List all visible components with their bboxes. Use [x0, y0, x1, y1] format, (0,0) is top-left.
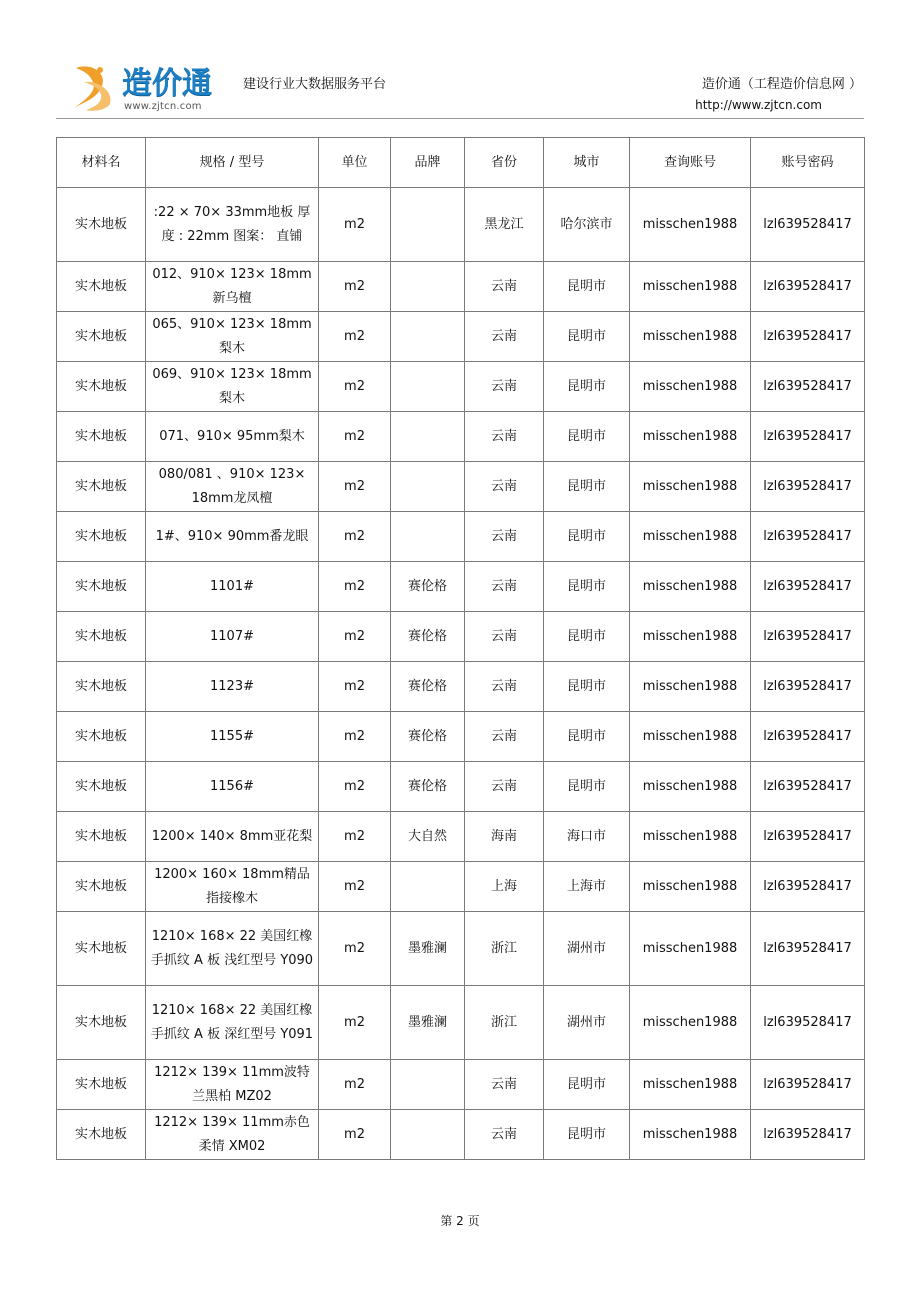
cell-city: 昆明市	[544, 512, 630, 562]
cell-password: lzl639528417	[751, 812, 865, 862]
table-row	[57, 1060, 865, 1110]
cell-brand	[391, 262, 465, 312]
cell-province: 云南	[465, 1060, 544, 1110]
cell-password: lzl639528417	[751, 562, 865, 612]
cell-account: misschen1988	[630, 312, 751, 362]
cell-account: misschen1988	[630, 986, 751, 1060]
cell-password: lzl639528417	[751, 862, 865, 912]
cell-unit: m2	[319, 462, 391, 512]
cell-city: 昆明市	[544, 262, 630, 312]
cell-password: lzl639528417	[751, 412, 865, 462]
page-header	[56, 56, 864, 118]
cell-city: 昆明市	[544, 462, 630, 512]
cell-city: 湖州市	[544, 912, 630, 986]
table-row	[57, 862, 865, 912]
cell-city: 昆明市	[544, 412, 630, 462]
table-row	[57, 1110, 865, 1160]
cell-password: lzl639528417	[751, 262, 865, 312]
cell-province: 云南	[465, 1110, 544, 1160]
cell-password: lzl639528417	[751, 712, 865, 762]
cell-brand	[391, 862, 465, 912]
cell-password: lzl639528417	[751, 912, 865, 986]
cell-province: 海南	[465, 812, 544, 862]
cell-password: lzl639528417	[751, 188, 865, 262]
cell-province: 云南	[465, 312, 544, 362]
table-row	[57, 762, 865, 812]
cell-account: misschen1988	[630, 662, 751, 712]
cell-material: 实木地板	[57, 612, 146, 662]
cell-brand	[391, 462, 465, 512]
cell-spec: 065、910× 123× 18mm梨木	[146, 312, 319, 362]
cell-unit: m2	[319, 1060, 391, 1110]
cell-spec: 012、910× 123× 18mm新乌檀	[146, 262, 319, 312]
cell-province: 上海	[465, 862, 544, 912]
materials-table	[56, 137, 865, 1160]
cell-city: 湖州市	[544, 986, 630, 1060]
cell-city: 昆明市	[544, 662, 630, 712]
cell-account: misschen1988	[630, 412, 751, 462]
cell-unit: m2	[319, 986, 391, 1060]
cell-city: 昆明市	[544, 612, 630, 662]
cell-account: misschen1988	[630, 912, 751, 986]
table-row	[57, 612, 865, 662]
cell-city: 昆明市	[544, 562, 630, 612]
cell-password: lzl639528417	[751, 462, 865, 512]
cell-unit: m2	[319, 762, 391, 812]
cell-brand	[391, 412, 465, 462]
cell-password: lzl639528417	[751, 362, 865, 412]
cell-spec: :22 × 70× 33mm地板 厚度 : 22mm 图案： 直铺	[146, 188, 319, 262]
cell-unit: m2	[319, 712, 391, 762]
cell-brand: 赛伦格	[391, 662, 465, 712]
cell-brand	[391, 1060, 465, 1110]
table-row	[57, 262, 865, 312]
cell-unit: m2	[319, 812, 391, 862]
cell-city: 上海市	[544, 862, 630, 912]
cell-unit: m2	[319, 262, 391, 312]
cell-password: lzl639528417	[751, 1110, 865, 1160]
cell-brand: 大自然	[391, 812, 465, 862]
table-row	[57, 412, 865, 462]
table-row	[57, 812, 865, 862]
cell-password: lzl639528417	[751, 312, 865, 362]
cell-material: 实木地板	[57, 812, 146, 862]
table-row	[57, 188, 865, 262]
cell-account: misschen1988	[630, 512, 751, 562]
cell-account: misschen1988	[630, 562, 751, 612]
cell-account: misschen1988	[630, 462, 751, 512]
cell-spec: 1212× 139× 11mm波特兰黑柏 MZ02	[146, 1060, 319, 1110]
cell-city: 昆明市	[544, 712, 630, 762]
cell-material: 实木地板	[57, 312, 146, 362]
cell-province: 云南	[465, 262, 544, 312]
cell-material: 实木地板	[57, 712, 146, 762]
logo[interactable]	[70, 60, 230, 116]
cell-province: 云南	[465, 762, 544, 812]
cell-city: 昆明市	[544, 1110, 630, 1160]
cell-account: misschen1988	[630, 1110, 751, 1160]
cell-province: 黑龙江	[465, 188, 544, 262]
cell-account: misschen1988	[630, 188, 751, 262]
cell-spec: 069、910× 123× 18mm梨木	[146, 362, 319, 412]
cell-brand: 墨雅澜	[391, 912, 465, 986]
cell-account: misschen1988	[630, 1060, 751, 1110]
cell-spec: 1107#	[146, 612, 319, 662]
cell-password: lzl639528417	[751, 512, 865, 562]
table-row	[57, 362, 865, 412]
cell-city: 昆明市	[544, 362, 630, 412]
cell-brand	[391, 1110, 465, 1160]
cell-account: misschen1988	[630, 762, 751, 812]
cell-unit: m2	[319, 512, 391, 562]
cell-brand: 墨雅澜	[391, 986, 465, 1060]
cell-material: 实木地板	[57, 986, 146, 1060]
cell-material: 实木地板	[57, 362, 146, 412]
cell-city: 海口市	[544, 812, 630, 862]
cell-spec: 1210× 168× 22 美国红橡手抓纹 A 板 深红型号 Y091	[146, 986, 319, 1060]
header-divider	[56, 118, 864, 119]
logo-text: 造价通	[122, 66, 212, 101]
table-row	[57, 912, 865, 986]
cell-spec: 1123#	[146, 662, 319, 712]
cell-brand: 赛伦格	[391, 562, 465, 612]
cell-unit: m2	[319, 1110, 391, 1160]
cell-province: 云南	[465, 512, 544, 562]
cell-password: lzl639528417	[751, 1060, 865, 1110]
cell-spec: 1212× 139× 11mm赤色柔情 XM02	[146, 1110, 319, 1160]
cell-brand	[391, 312, 465, 362]
cell-province: 云南	[465, 712, 544, 762]
zjtcn-logo-icon	[70, 60, 118, 112]
cell-brand	[391, 512, 465, 562]
cell-city: 昆明市	[544, 762, 630, 812]
cell-account: misschen1988	[630, 862, 751, 912]
cell-unit: m2	[319, 362, 391, 412]
column-header-password: 账号密码	[751, 138, 865, 188]
cell-spec: 1200× 160× 18mm精品指接橡木	[146, 862, 319, 912]
cell-password: lzl639528417	[751, 662, 865, 712]
site-name: 造价通（工程造价信息网 ）	[701, 77, 862, 92]
cell-material: 实木地板	[57, 662, 146, 712]
cell-account: misschen1988	[630, 812, 751, 862]
cell-brand: 赛伦格	[391, 612, 465, 662]
table-row	[57, 512, 865, 562]
cell-material: 实木地板	[57, 912, 146, 986]
cell-password: lzl639528417	[751, 986, 865, 1060]
cell-material: 实木地板	[57, 412, 146, 462]
column-header-city: 城市	[544, 138, 630, 188]
column-header-unit: 单位	[319, 138, 391, 188]
table-row	[57, 662, 865, 712]
cell-material: 实木地板	[57, 1110, 146, 1160]
cell-city: 昆明市	[544, 312, 630, 362]
logo-url: www.zjtcn.com	[124, 101, 202, 112]
cell-province: 云南	[465, 612, 544, 662]
cell-material: 实木地板	[57, 762, 146, 812]
cell-unit: m2	[319, 562, 391, 612]
cell-unit: m2	[319, 862, 391, 912]
table-row	[57, 562, 865, 612]
cell-material: 实木地板	[57, 862, 146, 912]
page-number: 第 2 页	[440, 1214, 480, 1228]
cell-unit: m2	[319, 912, 391, 986]
cell-account: misschen1988	[630, 712, 751, 762]
cell-brand: 赛伦格	[391, 712, 465, 762]
cell-material: 实木地板	[57, 562, 146, 612]
cell-password: lzl639528417	[751, 762, 865, 812]
cell-province: 浙江	[465, 912, 544, 986]
site-url-link[interactable]: http://www.zjtcn.com	[695, 98, 822, 112]
cell-province: 浙江	[465, 986, 544, 1060]
cell-brand: 赛伦格	[391, 762, 465, 812]
table-header-row	[57, 138, 865, 188]
cell-material: 实木地板	[57, 262, 146, 312]
cell-spec: 080/081 、910× 123× 18mm龙凤檀	[146, 462, 319, 512]
cell-password: lzl639528417	[751, 612, 865, 662]
cell-province: 云南	[465, 462, 544, 512]
cell-account: misschen1988	[630, 362, 751, 412]
cell-province: 云南	[465, 562, 544, 612]
cell-unit: m2	[319, 188, 391, 262]
cell-material: 实木地板	[57, 512, 146, 562]
column-header-brand: 品牌	[391, 138, 465, 188]
table-row	[57, 712, 865, 762]
cell-spec: 1155#	[146, 712, 319, 762]
table-row	[57, 312, 865, 362]
cell-spec: 1200× 140× 8mm亚花梨	[146, 812, 319, 862]
tagline: 建设行业大数据服务平台	[243, 77, 387, 92]
column-header-account: 查询账号	[630, 138, 751, 188]
cell-province: 云南	[465, 662, 544, 712]
table-row	[57, 462, 865, 512]
cell-province: 云南	[465, 362, 544, 412]
cell-material: 实木地板	[57, 188, 146, 262]
cell-unit: m2	[319, 612, 391, 662]
cell-city: 昆明市	[544, 1060, 630, 1110]
cell-brand	[391, 362, 465, 412]
cell-account: misschen1988	[630, 262, 751, 312]
cell-brand	[391, 188, 465, 262]
cell-city: 哈尔滨市	[544, 188, 630, 262]
cell-spec: 1#、910× 90mm番龙眼	[146, 512, 319, 562]
column-header-spec: 规格 / 型号	[146, 138, 319, 188]
column-header-province: 省份	[465, 138, 544, 188]
cell-account: misschen1988	[630, 612, 751, 662]
cell-unit: m2	[319, 662, 391, 712]
cell-spec: 071、910× 95mm梨木	[146, 412, 319, 462]
cell-material: 实木地板	[57, 462, 146, 512]
column-header-material: 材料名	[57, 138, 146, 188]
cell-province: 云南	[465, 412, 544, 462]
cell-unit: m2	[319, 312, 391, 362]
cell-spec: 1101#	[146, 562, 319, 612]
table-row	[57, 986, 865, 1060]
cell-material: 实木地板	[57, 1060, 146, 1110]
cell-spec: 1156#	[146, 762, 319, 812]
cell-spec: 1210× 168× 22 美国红橡手抓纹 A 板 浅红型号 Y090	[146, 912, 319, 986]
cell-unit: m2	[319, 412, 391, 462]
